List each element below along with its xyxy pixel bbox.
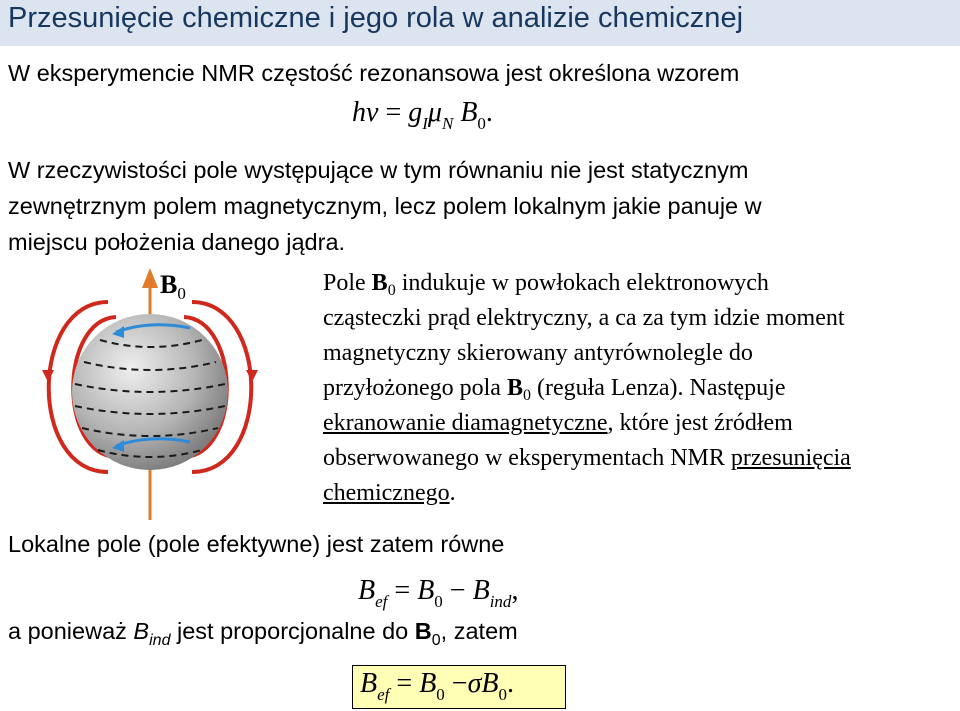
intro-text: W eksperymencie NMR częstość rezonansowa jest określona wzorem [8, 60, 740, 86]
side-line-2: cząsteczki prąd elektryczny, a ca za tym idzie moment [323, 305, 845, 331]
side-line-3: magnetyczny skierowany antyrównolegle do [323, 340, 753, 366]
shielding-diagram [20, 262, 300, 522]
equation-effective-field: $B_{ef} = B_0 - B_{ind}$, [358, 575, 519, 611]
side-line-6: obserwowanego w eksperymentach NMR przesunięcia [323, 445, 851, 471]
side-line-5: ekranowanie diamagnetyczne, które jest źródłem [323, 410, 793, 436]
proportional-text: a ponieważ $B_{ind}$ jest proporcjonalne do $B_0$, zatem [8, 618, 518, 649]
side-line-4: przyłożonego pola $B_0$ (reguła Lenza). Następuje [323, 375, 786, 404]
equation-shielding: $B_{ef} = B_0 -\sigma B_0$. [360, 668, 515, 704]
local-field-text: Lokalne pole (pole efektywne) jest zatem równe [8, 531, 505, 557]
b0-arrowhead [142, 268, 158, 288]
field-arrow-left [42, 370, 54, 382]
paragraph-line-2: zewnętrznym polem magnetycznym, lecz polem lokalnym jakie panuje w [8, 193, 762, 219]
paragraph-line-1: W rzeczywistości pole występujące w tym równaniu nie jest statycznym [8, 157, 749, 183]
side-line-7: chemicznego. [323, 480, 456, 506]
figure-b0-label: $B_0$ [160, 270, 186, 303]
paragraph-line-3: miejscu położenia danego jądra. [8, 229, 346, 255]
side-line-1: Pole $B_0$ indukuje w powłokach elektronowych [323, 270, 769, 299]
equation-resonance: $h\nu = g_I\mu_N$ $B_0$. [352, 97, 493, 133]
field-arrow-right [246, 370, 258, 382]
slide-title: Przesunięcie chemiczne i jego rola w analizie chemicznej [8, 2, 744, 34]
